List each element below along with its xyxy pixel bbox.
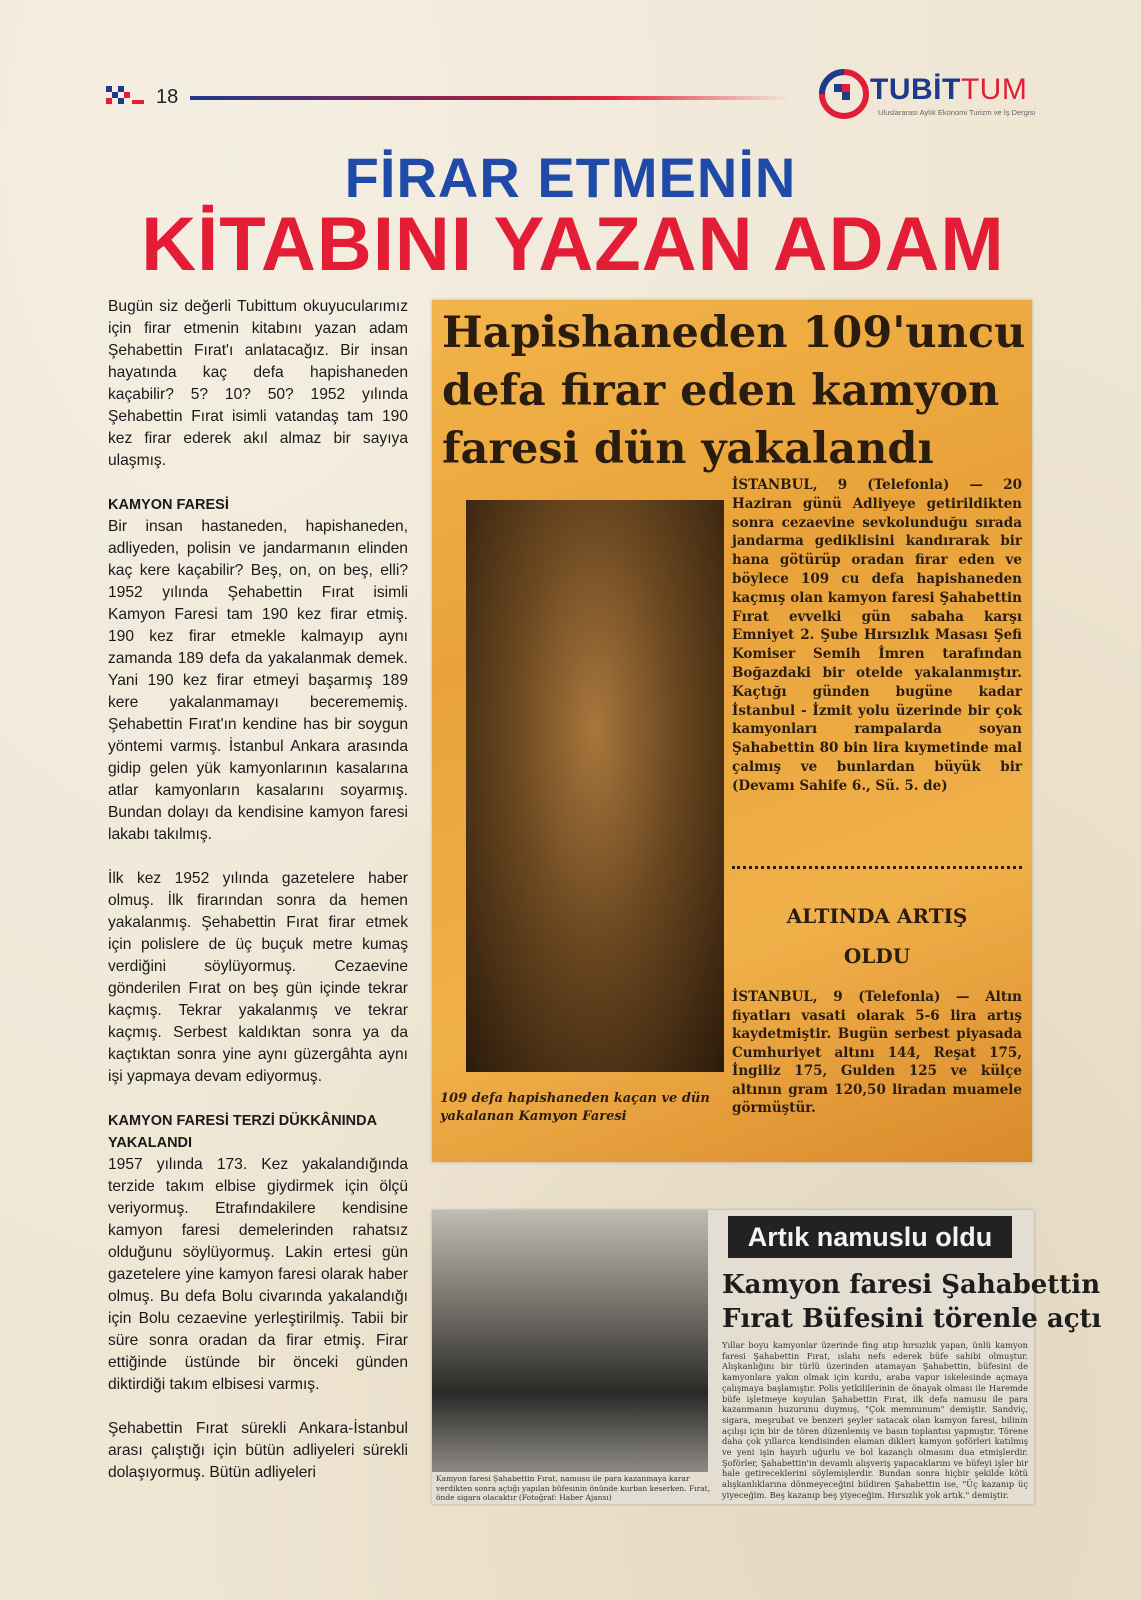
logo-mark-icon [820,70,868,118]
newspaper-clipping-2 [432,1210,1102,1504]
crowd-photo [432,1210,708,1472]
magazine-logo [820,70,1040,120]
clipping-1-caption: 109 defa hapishaneden kaçan ve dün yakalanan Kamyon Faresi [440,1091,710,1124]
article-paragraph-1: Bir insan hastaneden, hapishaneden, adliyeden, polisin ve jandarmanın elinden kaç kere kaçabilir? Beş, on, on beş, elli? 1952 yılında Şehabettin Fırat isimli Kamyon Faresi tam 190 kez firar etmiş. 190 kez firar etmekle kalmayıp aynı zamanda 189 defa da yakalanmak demek. Yani 190 kez firar etmeyi başarmış 189 kere yakalanmamayı becerememiş. Şehabettin Fırat'ın kendine has bir soygun yöntemi varmış. İstanbul Ankara arasında gidip gelen yük kamyonlarının kasalarına atlar kamyonların kasalarını soyarmış. Bundan dolayı da kendisine kamyon faresi lakabı takılmış. [108,518,408,843]
clipping-1-headline: Hapishaneden 109'uncu defa firar eden kamyon faresi dün yakalandı [442,308,1026,474]
article-paragraph-2: İlk kez 1952 yılında gazetelere haber olmuş. İlk firarından sonra da hemen yakalanmış. Şehabettin Fırat firar etmek için polislere de üç buçuk metre kumaş verdiğini söylüyormuş. Cezaevine gönderilen Fırat on beş gün içinde tekrar kaçmış. Tekrar yakalanmış ve tekrar kaçmış. Serbest kaldıktan sonra ya da kaçtıktan sonra yine aynı güzergâhta aynı işi yapmaya devam ediyormuş. [108,870,408,1085]
clipping-2-banner: Artık namuslu oldu [728,1216,1012,1258]
article-paragraph-4: Şehabettin Fırat sürekli Ankara-İstanbul arası çalıştığı için bütün adliyeleri sürekli dolaşıyormuş. Bütün adliyeleri [108,1420,408,1481]
portrait-photo [466,500,724,1072]
subheading-terzi: KAMYON FARESİ TERZİ DÜKKÂNINDA YAKALANDI [108,1113,377,1151]
clipping-1-body-gold: İSTANBUL, 9 (Telefonla) — Altın fiyatları vasati olarak 5-6 lira artış kaydetmiştir. Bugün serbest piyasada Cumhuriyet altını 144, Reşat 175, İngiliz 175, Gulden 125 ve külçe altının gram 120,50 liradan muamele görmüştür. [732,989,1022,1116]
dotted-divider [732,866,1022,869]
header-rule [190,96,790,100]
article-column [108,296,408,1506]
article-intro: Bugün siz değerli Tubittum okuyucularımız için firar etmenin kitabını yazan adam Şehabettin Fırat'ı anlatacağız. Bir insan hayatında kaç defa hapishaneden kaçabilir? 5? 10? 50? 1952 yılında Şehabettin Fırat isimli vatandaş tam 190 kez firar ederek akıl almaz bir sayıya ulaşmış. [108,298,408,469]
clipping-2-body: Yıllar boyu kamyonlar üzerinde fing atıp hırsızlık yapan, ünlü kamyon faresi Şahabettin Fırat, ıslahı nefs ederek büfe sahibi olmuştur. Alışkanlığını bir türlü üzerinden atamayan Şahabettin, büfesini de kamyonlara yakın olmak için kurdu, araba vapur iskelesinde açmaya çalışmaya başlamıştır. Polis yetkililerinin de önayak olması ile Haremde büfe işletmeye koyulan Şahabettin Fırat, ilk defa namusu ile para kazanmanın huzurunu duymuş, "Çok memnunum" demiştir. Sandviç, sigara, meşrubat ve benzeri şeyler satacak olan kamyon faresi, bilinin açılışı için bir de tören düzenlemiş ve basın toplantısı yapmıştır. Törene daha çok yıllarca kendisinden elaman dikleri kamyon şoförleri katılmış ve yeni işin hayırlı uğurlu ve bol kazançlı olmasını dua etmişlerdir. Şoförler, Şahabettin'in devamlı alışveriş yapacaklarını ve büfeyi işler bir hale getireceklerini söylemişlerdir. Bundan sonra hiçbir şekilde kötü alışkanlıklarına dönmeyeceğini bildiren Şahabettin ise, "Üç kazanıp üç yiyeceğim. Beş kazanıp beş yiyeceğim. Hırsızlık yok artık." demiştir. [722,1340,1028,1500]
article-paragraph-3: 1957 yılında 173. Kez yakalandığında terzide takım elbise giydirmek için ölçü veriyormuş. Etrafındakilere kendisine kamyon faresi demelerinden rahatsız olduğunu söylüyormuş. Lakin ertesi gün gazetelere yine kamyon faresi olarak haber olmuş. Bu defa Bolu civarında yakalandığı için Bolu cezaevine yerleştirilmiş. Tabii bir süre sonra oradan da firar etmiş. Firar ettiğinde üstünde bir önceki günden diktirdiği takım elbisesi varmış. [108,1156,408,1393]
newspaper-clipping-1 [432,300,1032,1162]
logo-tagline: Uluslararası Aylık Ekonomi Turizm ve İş Dergisi [878,108,1035,117]
clipping-2-headline: Kamyon faresi Şahabettin Fırat Büfesini törenle açtı [722,1270,1102,1334]
page-number: 18 [156,86,179,108]
headline-line-2: KİTABINI YAZAN ADAM [141,202,1005,287]
logo-wordmark: TUBİTTUM [870,73,1028,106]
checker-flag-icon [106,86,146,108]
clipping-1-body: İSTANBUL, 9 (Telefonla) — 20 Haziran günü Adliyeye getirildikten sonra cezaevine sevkolunduğu sırada jandarma gediklisini kandırarak bir hana götürüp oradan firar eden ve böylece 109 cu defa hapishaneden kaçmış olan kamyon faresi Şahabettin Fırat evvelki gün sabaha karşı Emniyet 2. Şube Hırsızlık Masası Şefi Komiser Semih İmren tarafından Boğazdaki bir otelde yakalanmıştır. Kaçtığı günden bugüne kadar İstanbul - İzmit yolu üzerinde bir çok kamyonları rampalarda soyan Şahabettin 80 bin lira kıymetinde mal çalmış ve bunlardan büyük bir (Devamı Sahife 6., Sü. 5. de) [732,477,1022,794]
subheading-kamyon-faresi: KAMYON FARESİ [108,497,229,513]
clipping-2-caption: Kamyon faresi Şahabettin Fırat, namusu ile para kazanmaya karar verdikten sonra açtığı yapılan büfesinin önünde kurban keserken. Fırat, önde sigara olacaktır (Fotoğraf: Haber Ajansı) [436,1474,711,1502]
headline-line-1: FİRAR ETMENİN [344,146,797,209]
clipping-1-subhead: ALTINDA ARTIŞ OLDU [786,904,968,968]
page-header [106,86,786,108]
